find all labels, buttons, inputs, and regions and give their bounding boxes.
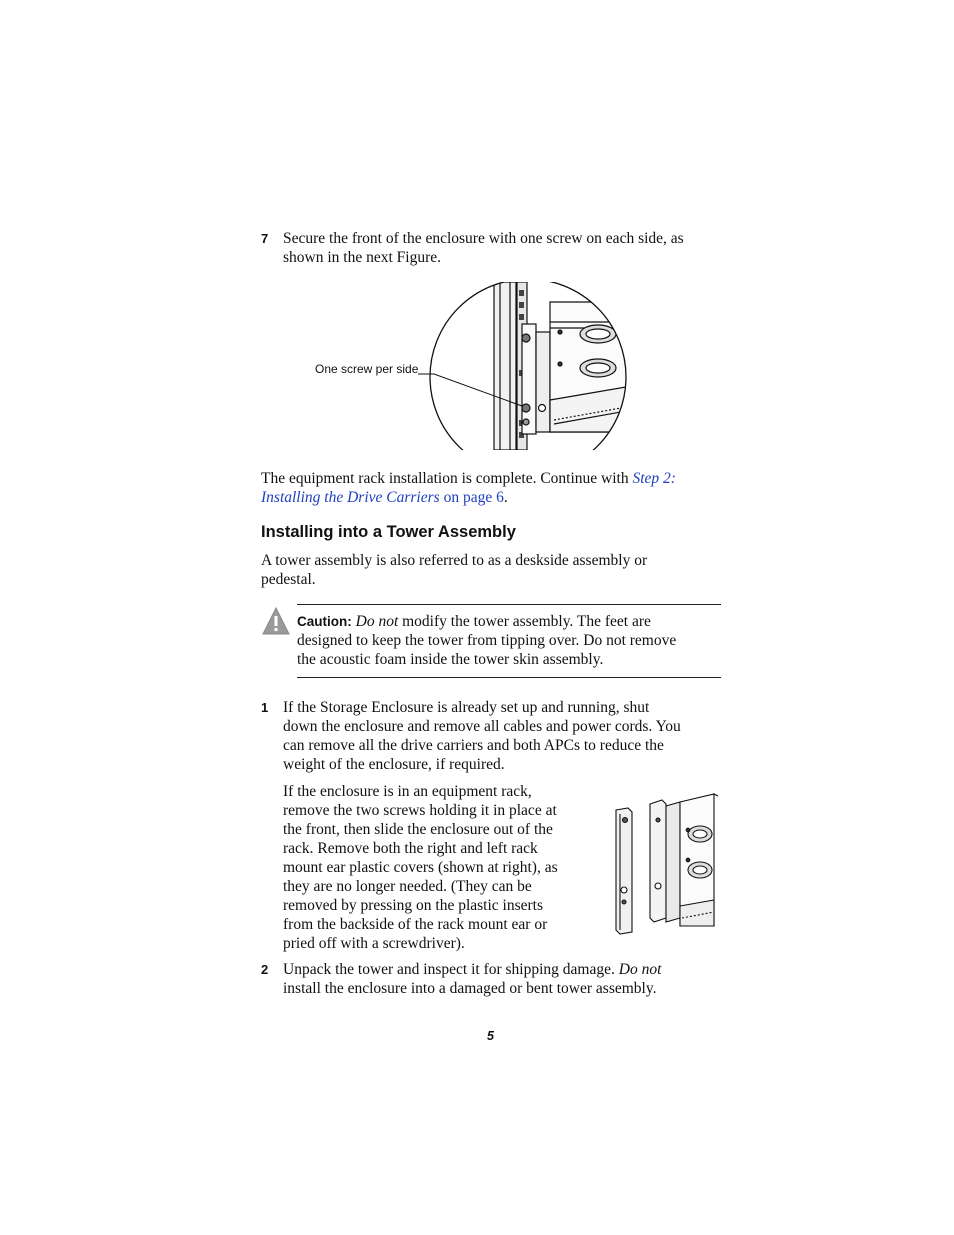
step-2-do-not: Do not (618, 961, 662, 978)
warning-triangle-icon (262, 606, 290, 636)
step-1-para2-line: rack. Remove both the right and left rack (283, 840, 538, 857)
page-6-link[interactable]: on page 6 (439, 489, 504, 506)
step-7-line: Secure the front of the enclosure with one screw on each side, as (283, 230, 684, 247)
step-7-line: shown in the next Figure. (283, 249, 441, 266)
complete-period: . (503, 489, 508, 506)
intro-line: pedestal. (261, 571, 316, 588)
caution-line-3: the acoustic foam inside the tower skin assembly. (297, 651, 604, 668)
figure-callout: One screw per side (315, 362, 419, 376)
drive-carriers-link[interactable]: Installing the Drive Carriers (261, 489, 440, 506)
step-7-text (283, 229, 743, 267)
section-heading: Installing into a Tower Assembly (261, 523, 516, 541)
step-1-para2-line: removed by pressing on the plastic inserts (283, 897, 544, 914)
intro-line: A tower assembly is also referred to as a deskside assembly or (261, 552, 648, 569)
step-1-para2-line: the front, then slide the enclosure out of the (283, 821, 553, 838)
caution-line-2: designed to keep the tower from tipping over. Do not remove (297, 632, 677, 649)
step-1-line: down the enclosure and remove all cables and power cords. You (283, 718, 681, 735)
step-2-link[interactable]: Step 2: (632, 470, 676, 487)
caution-rest: modify the tower assembly. The feet are (398, 613, 651, 630)
complete-text: The equipment rack installation is complete. Continue with (261, 470, 633, 487)
step-1-para2-line: they are no longer needed. (They can be (283, 878, 532, 895)
caution-line-1 (297, 612, 727, 631)
intro-paragraph (261, 551, 731, 589)
step-1-line: weight of the enclosure, if required. (283, 756, 505, 773)
step-2-text-start: Unpack the tower and inspect it for shipping damage. (283, 961, 619, 978)
step-2-line-2: install the enclosure into a damaged or bent tower assembly. (283, 980, 657, 997)
complete-paragraph (261, 469, 731, 507)
step-number: 1 (261, 700, 269, 715)
caution-label: Caution: (297, 614, 352, 629)
step-1-para2-line: If the enclosure is in an equipment rack, (283, 783, 532, 800)
complete-line-2 (261, 488, 731, 507)
step-1-para2-line: from the backside of the rack mount ear or (283, 916, 548, 933)
step-1-paragraph-2 (283, 782, 603, 953)
step-2-text (283, 960, 743, 998)
step-number: 2 (261, 962, 269, 977)
step-2-line-1 (283, 960, 743, 979)
caution-top-rule (297, 604, 721, 605)
step-number: 7 (261, 231, 269, 246)
caution-do-not: Do not (355, 613, 399, 630)
step-1-para2-line: pried off with a screwdriver). (283, 935, 465, 952)
step-1-para2-line: mount ear plastic covers (shown at right), as (283, 859, 558, 876)
complete-line-1 (261, 469, 731, 488)
step-1-line: can remove all the drive carriers and both APCs to reduce the (283, 737, 664, 754)
page-number: 5 (487, 1029, 494, 1043)
caution-bottom-rule (297, 677, 721, 678)
rack-screw-illustration (418, 282, 632, 450)
step-1-text (283, 698, 743, 774)
rack-mount-ear-cover-illustration (610, 790, 720, 940)
caution-text (297, 612, 727, 669)
step-1-para2-line: remove the two screws holding it in place at (283, 802, 557, 819)
step-1-line: If the Storage Enclosure is already set up and running, shut (283, 699, 650, 716)
